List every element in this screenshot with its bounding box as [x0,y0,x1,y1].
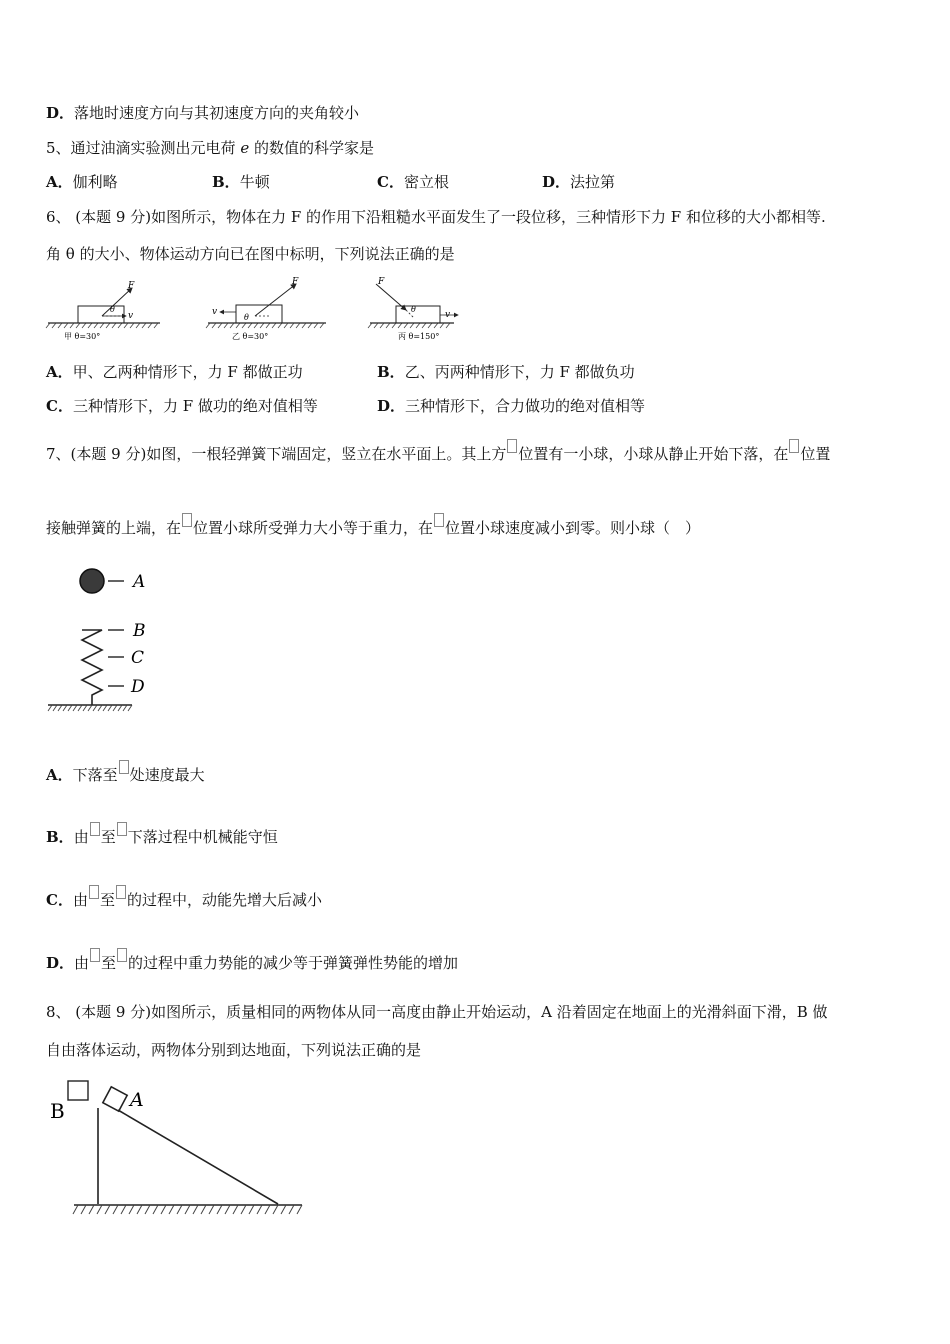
q6-option-a[interactable] [46,361,303,382]
placeholder-box [119,760,129,774]
option-letter: A． [46,766,73,784]
option-text: 至 [99,891,115,909]
q6-stem-line2: 角 θ 的大小、物体运动方向已在图中标明，下列说法正确的是 [46,245,455,263]
q8-stem-line1: 8、 (本题 9 分)如图所示，质量相同的两物体从同一高度由静止开始运动，A 沿着固定在地面上的光滑斜面下滑，B 做 [46,1003,828,1021]
q6-stem-line1: 6、 (本题 9 分)如图所示，物体在力 F 的作用下沿粗糙水平面发生了一段位移，三种情形下力 F 和位移的大小都相等. [46,208,826,226]
option-text: 法拉第 [570,173,616,191]
caption-jia: 甲 θ=30° [64,332,101,341]
option-text: 至 [100,828,116,846]
q5-stem-post: 的数值的科学家是 [254,139,375,157]
q7-stem-line2 [46,517,700,538]
q6-option-c[interactable] [46,395,318,416]
q5-stem [46,137,374,158]
placeholder-box [116,885,126,899]
option-text: 三种情形下，合力做功的绝对值相等 [405,397,646,415]
q7-option-c[interactable] [46,889,322,910]
caption-yi: 乙 θ=30° [232,332,269,341]
block-b [68,1081,88,1100]
q7-option-a[interactable] [46,764,205,785]
q7-l2b: 位置小球所受弹力大小等于重力，在 [193,519,434,537]
figure-yi [206,277,326,341]
q7-l1c: 位置 [800,445,831,463]
option-text: 处速度最大 [129,766,205,784]
q7-stem-line1 [46,443,830,464]
velocity-label: v [212,307,218,317]
option-text: 伽利略 [72,173,118,191]
placeholder-box [117,948,127,962]
q4-option-d[interactable] [46,102,359,123]
placeholder-box [434,513,444,527]
option-text: 至 [101,954,117,972]
option-letter: B． [212,173,240,191]
q6-option-d[interactable] [377,395,645,416]
q7-figure [44,562,164,718]
force-label: F [128,281,135,291]
label-b: B [50,1099,65,1123]
q5-option-b[interactable] [212,171,270,192]
option-text: 由 [72,891,88,909]
placeholder-box [182,513,192,527]
figure-jia [46,281,160,341]
q8-figure [46,1076,308,1226]
ball [80,569,104,593]
option-letter: B． [377,363,405,381]
placeholder-box [117,822,127,836]
q7-option-b[interactable] [46,826,278,847]
option-letter: D． [46,954,75,972]
option-letter: B． [46,828,74,846]
option-letter: A． [46,173,73,191]
option-letter: C． [46,891,73,909]
velocity-label: v [445,310,451,320]
force-label: F [292,277,299,287]
force-label: F [378,277,385,287]
spring [82,630,102,705]
placeholder-box [89,885,99,899]
option-text: 由 [74,954,90,972]
angle-label: θ [110,305,115,314]
q7-l1b: 位置有一小球，小球从静止开始下落，在 [518,445,789,463]
option-text: 三种情形下，力 F 做功的绝对值相等 [72,397,318,415]
q5-option-c[interactable] [377,171,449,192]
option-text: 乙、丙两种情形下，力 F 都做负功 [404,363,635,381]
option-letter: D． [46,104,75,122]
option-text: 甲、乙两种情形下，力 F 都做正功 [72,363,303,381]
label-a: A [133,572,146,592]
option-text: 的过程中，动能先增大后减小 [126,891,322,909]
option-text: 的过程中重力势能的减少等于弹簧弹性势能的增加 [128,954,459,972]
label-a: A [130,1089,144,1111]
q5-stem-pre: 5、通过油滴实验测出元电荷 [46,139,236,157]
q7-l1a: 7、(本题 9 分)如图，一根轻弹簧下端固定，竖立在水平面上。其上方 [46,445,507,463]
block-a [103,1087,127,1111]
option-letter: C． [46,397,73,415]
option-letter: D． [377,397,406,415]
q5-option-a[interactable] [46,171,118,192]
label-b: B [133,621,146,641]
placeholder-box [90,822,100,836]
q7-l2c: 位置小球速度减小到零。则小球（ ） [445,519,701,537]
q7-l2a: 接触弹簧的上端，在 [46,519,182,537]
label-d: D [131,677,145,697]
q7-option-d[interactable] [46,952,458,973]
q5-stem-e: e [240,139,250,157]
incline-slope [118,1110,278,1204]
q8-stem-line2: 自由落体运动，两物体分别到达地面，下列说法正确的是 [46,1041,422,1059]
figure-bing [368,277,458,341]
placeholder-box [789,439,799,453]
angle-label: θ [244,313,249,322]
placeholder-box [507,439,517,453]
option-text: 牛顿 [239,173,270,191]
option-text: 落地时速度方向与其初速度方向的夹角较小 [74,104,360,122]
q6-option-b[interactable] [377,361,635,382]
angle-label: θ [411,305,416,314]
option-text: 下落过程中机械能守恒 [127,828,278,846]
q5-option-d[interactable] [542,171,615,192]
option-text: 由 [73,828,89,846]
label-c: C [131,648,145,668]
caption-bing: 丙 θ=150° [398,332,440,341]
placeholder-box [90,948,100,962]
option-letter: C． [377,173,404,191]
velocity-label: v [128,311,134,321]
option-text: 下落至 [72,766,118,784]
option-letter: D． [542,173,571,191]
option-text: 密立根 [403,173,449,191]
option-letter: A． [46,363,73,381]
q6-figure [40,272,470,346]
